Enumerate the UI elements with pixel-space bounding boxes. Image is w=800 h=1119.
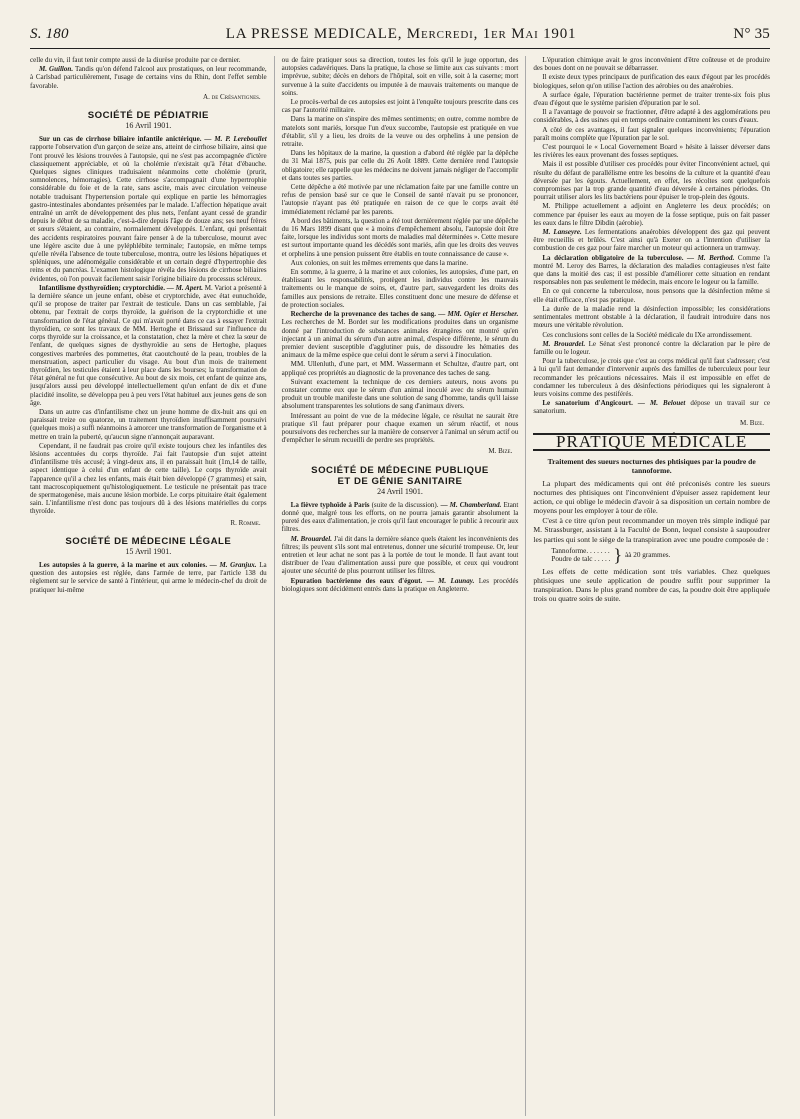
journal-title: LA PRESSE MEDICALE, Mercredi, 1er Mai 1901	[225, 26, 577, 42]
paragraph-text: rapporte l'observation d'un garçon de seize ans, atteint de cirrhose biliaire, ainsi que l'ont prouvé les lésions trouvées à l'autopsie, qui ne s'est pas accompagnée d'ictère classiquement appréciable, et où la cholémie n'existait qu'à l'état d'ébauche. Quelques signes cliniques traduisaient néanmoins cette cholémie (prurit, somnolences, hémorragies). Cette cirrhose s'accompagnait d'une hypertrophie considérable du foie et de la rate, sans ascite, mais avec circulation veineuse notable traduisant l'hypertension portale qui explique en partie les hémorragies gastro-intestinales abondantes présentées par le malade. L'affection hépatique avait entraîné un arrêt de développement des plus nets, l'enfant ayant cessé de grandir depuis le début de sa maladie, c'est-à-dire depuis l'âge de douze ans; ses neuf frères et sœurs s'étaient, au contraire, normalement développés. L'enfant, qui présentait des accidents respiratoires pouvant faire penser à de la tuberculose, mourut avec une légère ascite due à une pyléphlébite terminale; l'autopsie, en même temps qu'elle révéla l'absence de toute tuberculose, montra, outre les lésions hépatiques et spléniques, une adénomégalie considérable et un certain degré d'hypertrophie des reins et du pancréas. L'examen histologique révéla des lésions de cirrhose biliaires évidentes, où l'on pouvait facilement saisir l'origine biliaire du processus scléreux.	[30, 143, 267, 283]
paragraph: Pour la tuberculose, je crois que c'est au corps médical qu'il faut s'adresser; c'est à lui qu'il faut demander d'intervenir auprès des familles de tuberculeux pour leur recommander les précautions nécessaires. Mais il est impossible en effet de condamner les tuberculeux à des désinfections périodiques qui les signaleront à leurs voisins comme des pestiférés.	[533, 357, 771, 398]
paragraph: A côté de ces avantages, il faut signaler quelques inconvénients; l'épuration paraît moins complète que l'épuration par le sol.	[533, 125, 771, 142]
speaker: M. Lanseyre.	[542, 228, 582, 237]
section-date: 24 Avril 1901.	[377, 486, 423, 496]
paragraph: Ces conclusions sont celles de la Société médicale du IXe arrondissement.	[542, 330, 752, 339]
section-heading: SOCIÉTÉ DE PÉDIATRIE	[87, 110, 209, 122]
section-banner: PRATIQUE MÉDICALE	[533, 433, 770, 451]
paragraph: C'est à ce titre qu'on peut recommander un moyen très simple indiqué par M. Strassburger, assistant à la Faculté de Bonn, lequel consiste à saupoudrer les parties qui sont le siège de la transpiration avec une poudre composée de :	[533, 516, 771, 544]
rubric-title: Epuration bactérienne des eaux d'égout.	[290, 576, 423, 585]
section-heading-line2: ET DE GÉNIE SANITAIRE	[337, 475, 463, 487]
paragraph: MM. Ullenluth, d'une part, et MM. Wassermann et Schultze, d'autre part, ont appliqué ces propriétés au diagnostic de la provenance des taches de sang.	[281, 360, 519, 377]
rubric-title: Les autopsies à la guerre, à la marine et aux colonies.	[39, 560, 208, 569]
paragraph-text: Tandis qu'on défend l'alcool aux prostatiques, on leur recommande, à Carlsbad particulièrement, l'usage de certains vins du Rhin, dont l'effet semble favorable.	[30, 65, 267, 90]
paragraph: Aux colonies, on suit les mêmes errements que dans la marine.	[290, 258, 468, 267]
speaker: M. Brouardel.	[290, 534, 333, 543]
speaker: — M. Berthod.	[687, 253, 735, 262]
speaker: — M. Apert.	[166, 283, 203, 292]
speaker: — M. Granjux.	[209, 560, 257, 569]
paragraph: C'est pourquoi le « Local Governement Board » hésite à laisser déverser dans les rivières les eaux provenant des fosses septiques.	[533, 143, 771, 160]
paragraph: ou de faire pratiquer sous sa direction, toutes les fois qu'il le juge opportun, des autopsies cadavériques. Dans la pratique, la chose se limite aux cas suivants : mort imprévue, subite; décès en dehors de l'hôpital, soit en ville, soit à la caserne; mort survenue à la suite d'accidents ou imputée à de mauvais traitements ou manque de soins.	[281, 56, 519, 97]
paragraph-text: Comme l'a montré M. Leroy des Barres, la déclaration des maladies contagieuses n'est faite que dans la moitié des cas; il est possible d'améliorer cette situation en rendant responsables non pas seulement le médecin, mais encore le logeur ou la famille.	[533, 253, 771, 287]
signature: R. Romme.	[230, 518, 261, 527]
paragraph: Cette dépêche a été motivée par une réclamation faite par une famille contre un refus de pension basé sur ce que le Conseil de santé n'avait pu se prononcer, l'autopsie n'ayant pas été pratiquée en raison de ce que le corps avait été immédiatement réclamé par les parents.	[281, 183, 519, 216]
paragraph: Le procès-verbal de ces autopsies est joint à l'enquête toujours prescrite dans ces cas par l'autorité militaire.	[281, 98, 519, 115]
speaker: M. Brouardel.	[542, 339, 586, 348]
issue-number: N° 35	[733, 26, 770, 42]
formula-quantity: àà 20 grammes.	[625, 550, 671, 559]
paragraph: Cependant, il ne faudrait pas croire qu'il existe toujours chez les infantiles des lésions accentuées du corps thyroïde. J'ai fait l'autopsie d'un sujet atteint d'infantilisme très accusé; à vingt-deux ans, il en paraissait huit (1m,14 de taille, aspect identique à celui d'un enfant de cette taille). Le corps thyroïde avait l'apparence qu'il a chez les enfants, mais était bien développé (7 grammes) et sain, tant macroscopiquement qu'histologiquement. Le testicule ne présentait pas trace de spermatogenèse, mais aucune lésion morbide. Le corps pituitaire était également sain. L'infantilisme n'est donc pas toujours dû à des lésions matérielles du corps thyroïde.	[30, 441, 267, 516]
paragraph	[30, 65, 267, 90]
paragraph	[30, 561, 267, 594]
column-1	[30, 56, 274, 1116]
paragraph-text: Le Sénat s'est prononcé contre la déclaration par le père de famille ou le logeur.	[533, 339, 771, 356]
paragraph-text: Les recherches de M. Bordet sur les modifications produites dans un organisme donné par l'introduction de substances animales étrangères ont montré qu'en injectant à un animal du sérum d'un autre animal, d'espèce différente, le sérum du premier devient susceptible d'agglutiner puis, de dissoudre les hématies des animaux de la même espèce que celui dont le sérum a servi à l'inoculation.	[281, 318, 519, 360]
running-header	[30, 26, 770, 49]
rubric-title: Le sanatorium d'Angicourt.	[542, 399, 633, 408]
paragraph: Les effets de cette médication sont très variables. Chez quelques phtisiques une seule application de poudre suffit pour supprimer la transpiration. Dans le plus grand nombre de cas, la poudre doit être appliquée trois ou quatre soirs de suite.	[533, 566, 771, 604]
paragraph	[30, 135, 267, 283]
section-date: 16 Avril 1901.	[125, 121, 172, 131]
signature: A. de Crésantignes.	[203, 92, 261, 101]
paragraph: En ce qui concerne la tuberculose, nous pensons que la désinfection même si elle était efficace, n'est pas pratique.	[533, 287, 771, 304]
paragraph: Suivant exactement la technique de ces derniers auteurs, nous avons pu constater comme eux que le sérum d'un animal inoculé avec du sérum humain produit un trouble manifeste dans une solution de sang d'homme, tandis qu'il laisse absolument transparentes les solutions de sang d'animaux divers.	[281, 377, 519, 411]
paragraph: M. Philippe actuellement a adjoint en Angleterre les deux procédés; on commence par épuiser les eaux au moyen de la fosse septique, puis on fait passer les eaux dans le filtre Dibdin (aérobie).	[533, 202, 771, 227]
paragraph: Dans la marine on s'inspire des mêmes sentiments; en outre, comme nombre de matelots sont mariés, lorsque l'un d'eux succombe, l'autopsie est pratiquée en vue d'établir, s'il y a lieu, les droits de la veuve ou des orphelins à une pension de retraite.	[281, 115, 519, 149]
paragraph: La durée de la maladie rend la désinfection impossible; les considérations sentimentales mettront obstable à la déclaration, il faudrait introduire dans nos mœurs une véritable révolution.	[533, 304, 771, 330]
article-columns	[30, 56, 770, 1116]
paragraph	[533, 340, 770, 356]
rubric-title: La fièvre typhoïde à Paris	[290, 500, 370, 509]
page-number: S. 180	[30, 26, 69, 42]
paragraph-text: Les procédés biologiques sont décidément entrés dans la pratique en Angleterre.	[281, 576, 519, 593]
rubric-title: Infantilisme dysthyroïdien; cryptorchidie.	[39, 283, 166, 292]
paragraph: Mais il est possible d'utiliser ces procédés pour éviter l'inconvénient actuel, qui résulte du défaut de parallélisme entre les besoins de la culture et la quantité d'eau déversée par les égouts. Actuellement, en effet, les récoltes sont quelquefois compromises par la trop grande quantité d'eau déversée à certaines périodes. On pourrait utiliser alors les lits bactériens pour épuiser le trop-plein des égouts.	[533, 160, 771, 202]
section-heading: SOCIÉTÉ DE MÉDECINE LÉGALE	[65, 535, 232, 547]
speaker: — M. Belouet	[637, 399, 686, 408]
paragraph	[282, 310, 519, 359]
paragraph: A surface égale, l'épuration bactérienne permet de traiter trente-six fois plus d'eau d'égout que le système parisien d'épuration par le sol.	[533, 90, 771, 108]
paragraph	[282, 577, 519, 593]
paragraph	[533, 254, 770, 287]
paragraph	[282, 535, 519, 576]
rubric-title: Recherche de la provenance des taches de sang.	[290, 310, 437, 319]
signature: M. Bize.	[739, 418, 765, 427]
paragraph	[282, 501, 519, 534]
speaker: — M. Launay.	[426, 576, 475, 585]
paragraph-text: Les fermentations anaérobies développent des gaz qui peuvent être recueillis et brûlés. C'est ainsi qu'à Exeter on a l'intention d'utiliser la combustion de ces gaz pour faire marcher un moteur qui actionnera un tramway.	[533, 228, 771, 253]
rubric-title: La déclaration obligatoire de la tuberculose.	[542, 253, 684, 262]
article-title: Traitement des sueurs nocturnes des phtisiques par la poudre de tannoforme.	[547, 456, 756, 475]
column-2	[274, 56, 526, 1116]
paragraph-text: J'ai dit dans la dernière séance quels étaient les inconvénients des filtres; ils peuvent s'ils sont mal entretenus, donner une sécurité trompeuse. Or, leur entretien et leur achat ne sont pas à la portée de tout le monde. Il faut avant tout distribuer de l'eau d'alimentation aussi pure que possible, et ceux qui voudront ajouter une sécurité de plus pourront utiliser les filtres.	[281, 534, 519, 576]
paragraph	[30, 284, 267, 407]
prescription-formula	[551, 547, 770, 564]
paragraph: L'épuration chimique avait le gros inconvénient d'être coûteuse et de produire des boues dont on ne pouvait se débarrasser.	[533, 56, 771, 73]
paragraph-text: La question des autopsies est réglée, dans l'armée de terre, par l'article 138 du règlement sur le service de santé à l'intérieur, qui arme le médecin-chef du droit de pratiquer lui-même	[30, 560, 267, 594]
paragraph: A bord des bâtiments, la question a été tout dernièrement réglée par une dépêche du 16 Mars 1899 disant que « à moins d'empêchement absolu, l'autopsie doit être faite, lorsque les individus sont morts de maladies mal déterminées ». Cette mesure est surtout importante quand les décédés sont mariés, afin que les droits des veuves et orphelins à une pension puissent être établis en toute connaissance de cause ».	[281, 216, 519, 258]
paragraph: En somme, à la guerre, à la marine et aux colonies, les autopsies, d'une part, en établissant les responsabilités, protègent les individus contre les mauvais traitements ou le manque de soins, et, d'autre part, sauvegardent les droits des familles aux pensions de retraite. Elles constituent donc une mesure de défense et de protection sociales.	[281, 268, 519, 309]
paragraph-text: dépose un travail sur ce sanatorium.	[533, 399, 771, 416]
speaker: — MM. Ogier et Herscher.	[438, 310, 519, 319]
formula-line: Poudre de talc . . . . .	[551, 555, 611, 564]
paragraph: Dans un autre cas d'infantilisme chez un jeune homme de dix-huit ans qui en paraissait treize ou quatorze, un traitement thyroïdien insuffisamment poursuivi (quelques mois) a suffi néanmoins à amorcer une transformation de l'organisme et à mettre en train la puberté, qu'aucun signe n'annonçait auparavant.	[30, 407, 267, 441]
section-heading	[282, 465, 519, 487]
paragraph: Dans les hôpitaux de la marine, la question a d'abord été réglée par la dépêche du 31 Mai 1875, puis par celle du 26 Août 1889. Cette dernière rend l'autopsie obligatoire; elle rappelle que les médecins ne doivent jamais négliger de l'accomplir et dans toutes ses parties.	[281, 149, 519, 182]
speaker: — M. P. Lereboullet	[204, 135, 267, 144]
paragraph-text: Etant donné que, malgré tous les efforts, on ne pourra jamais garantir absolument la pureté des eaux d'alimentation, je crois qu'il faut encourager le public à recourir aux filtres.	[281, 500, 519, 534]
paragraph: Il a l'avantage de pouvoir se fractionner, d'être adapté à des agglomérations peu considérables, à des usines qui en temps ordinaire contaminent les cours d'eaux.	[533, 108, 771, 125]
section-date: 15 Avril 1901.	[125, 546, 172, 556]
paragraph: La plupart des médicaments qui ont été préconisés contre les sueurs nocturnes des phtisiques ont l'inconvénient d'épuiser assez rapidement leur action, ce qui oblige le médecin d'avoir à sa disposition un certain nombre de moyens pour les employer à tour de rôle.	[533, 478, 771, 516]
paragraph: Il existe deux types principaux de purification des eaux d'égout par les procédés biologiques, selon qu'on utilise l'action des aérobies ou des anaérobies.	[533, 73, 771, 90]
paragraph	[533, 399, 770, 415]
rubric-note: (suite de la discussion).	[371, 500, 439, 509]
paragraph	[533, 228, 770, 253]
brace-icon: }	[613, 545, 623, 566]
speaker: M. Guillon.	[39, 65, 74, 74]
rubric-title: Sur un cas de cirrhose biliaire infantile anictérique.	[39, 135, 202, 144]
speaker: — M. Chamberland.	[440, 500, 502, 509]
column-3	[525, 56, 770, 1116]
paragraph: Intéressant au point de vue de la médecine légale, ce résultat ne saurait être pratique s'il faut préparer pour chaque examen un sérum réactif, et nous poursuivons des recherches sur la manière de conserver à l'animal un sérum actif ou d'empêcher le sérum recueilli de perdre ses propriétés.	[281, 411, 519, 445]
section-heading-line1: SOCIÉTÉ DE MÉDECINE PUBLIQUE	[311, 464, 489, 476]
paragraph: celle du vin, il faut tenir compte aussi de la diurèse produite par ce dernier.	[30, 56, 241, 64]
paragraph-text: M. Variot a présenté à la dernière séance un jeune enfant, obèse et cryptorchide, avec état eunuchoïde, qu'il se propose de traiter par l'extrait de testicule. Dans un cas semblable, j'ai obtenu, par l'extrait de corps thyroïde, la guérison de la cryptorchidie et une transformation de l'état général. Ce qui m'avait porté dans ce cas à essayer l'extrait thyroïdien, ce sont les travaux de MM. Hertoghe et Brissaud sur l'influence du corps thyroïde sur la croissance, et la constatation, chez la mère et chez la sœur de l'enfant, de quelques signes de dysthyroïdie au sens de Hertoghe, plaques congestives marbrées des pommettes, état caoutchouté de la peau, troubles de la menstruation, aspect particulier du visage. Au bout d'un mois de traitement thyroïdien, les testicules étaient à leur place dans les bourses; la transformation de l'état général ne fut que consécutive. Au bout de six mois, cet enfant de quinze ans, jusqu'alors aussi peu développé intellectuellement qu'un enfant de dix et d'une placidité insolite, se développa peu à peu vers l'état habituel aux jeunes gens de son âge.	[30, 283, 267, 407]
formula-line: Tannoforme. . . . . . .	[551, 546, 610, 555]
signature: M. Bize.	[488, 447, 513, 456]
